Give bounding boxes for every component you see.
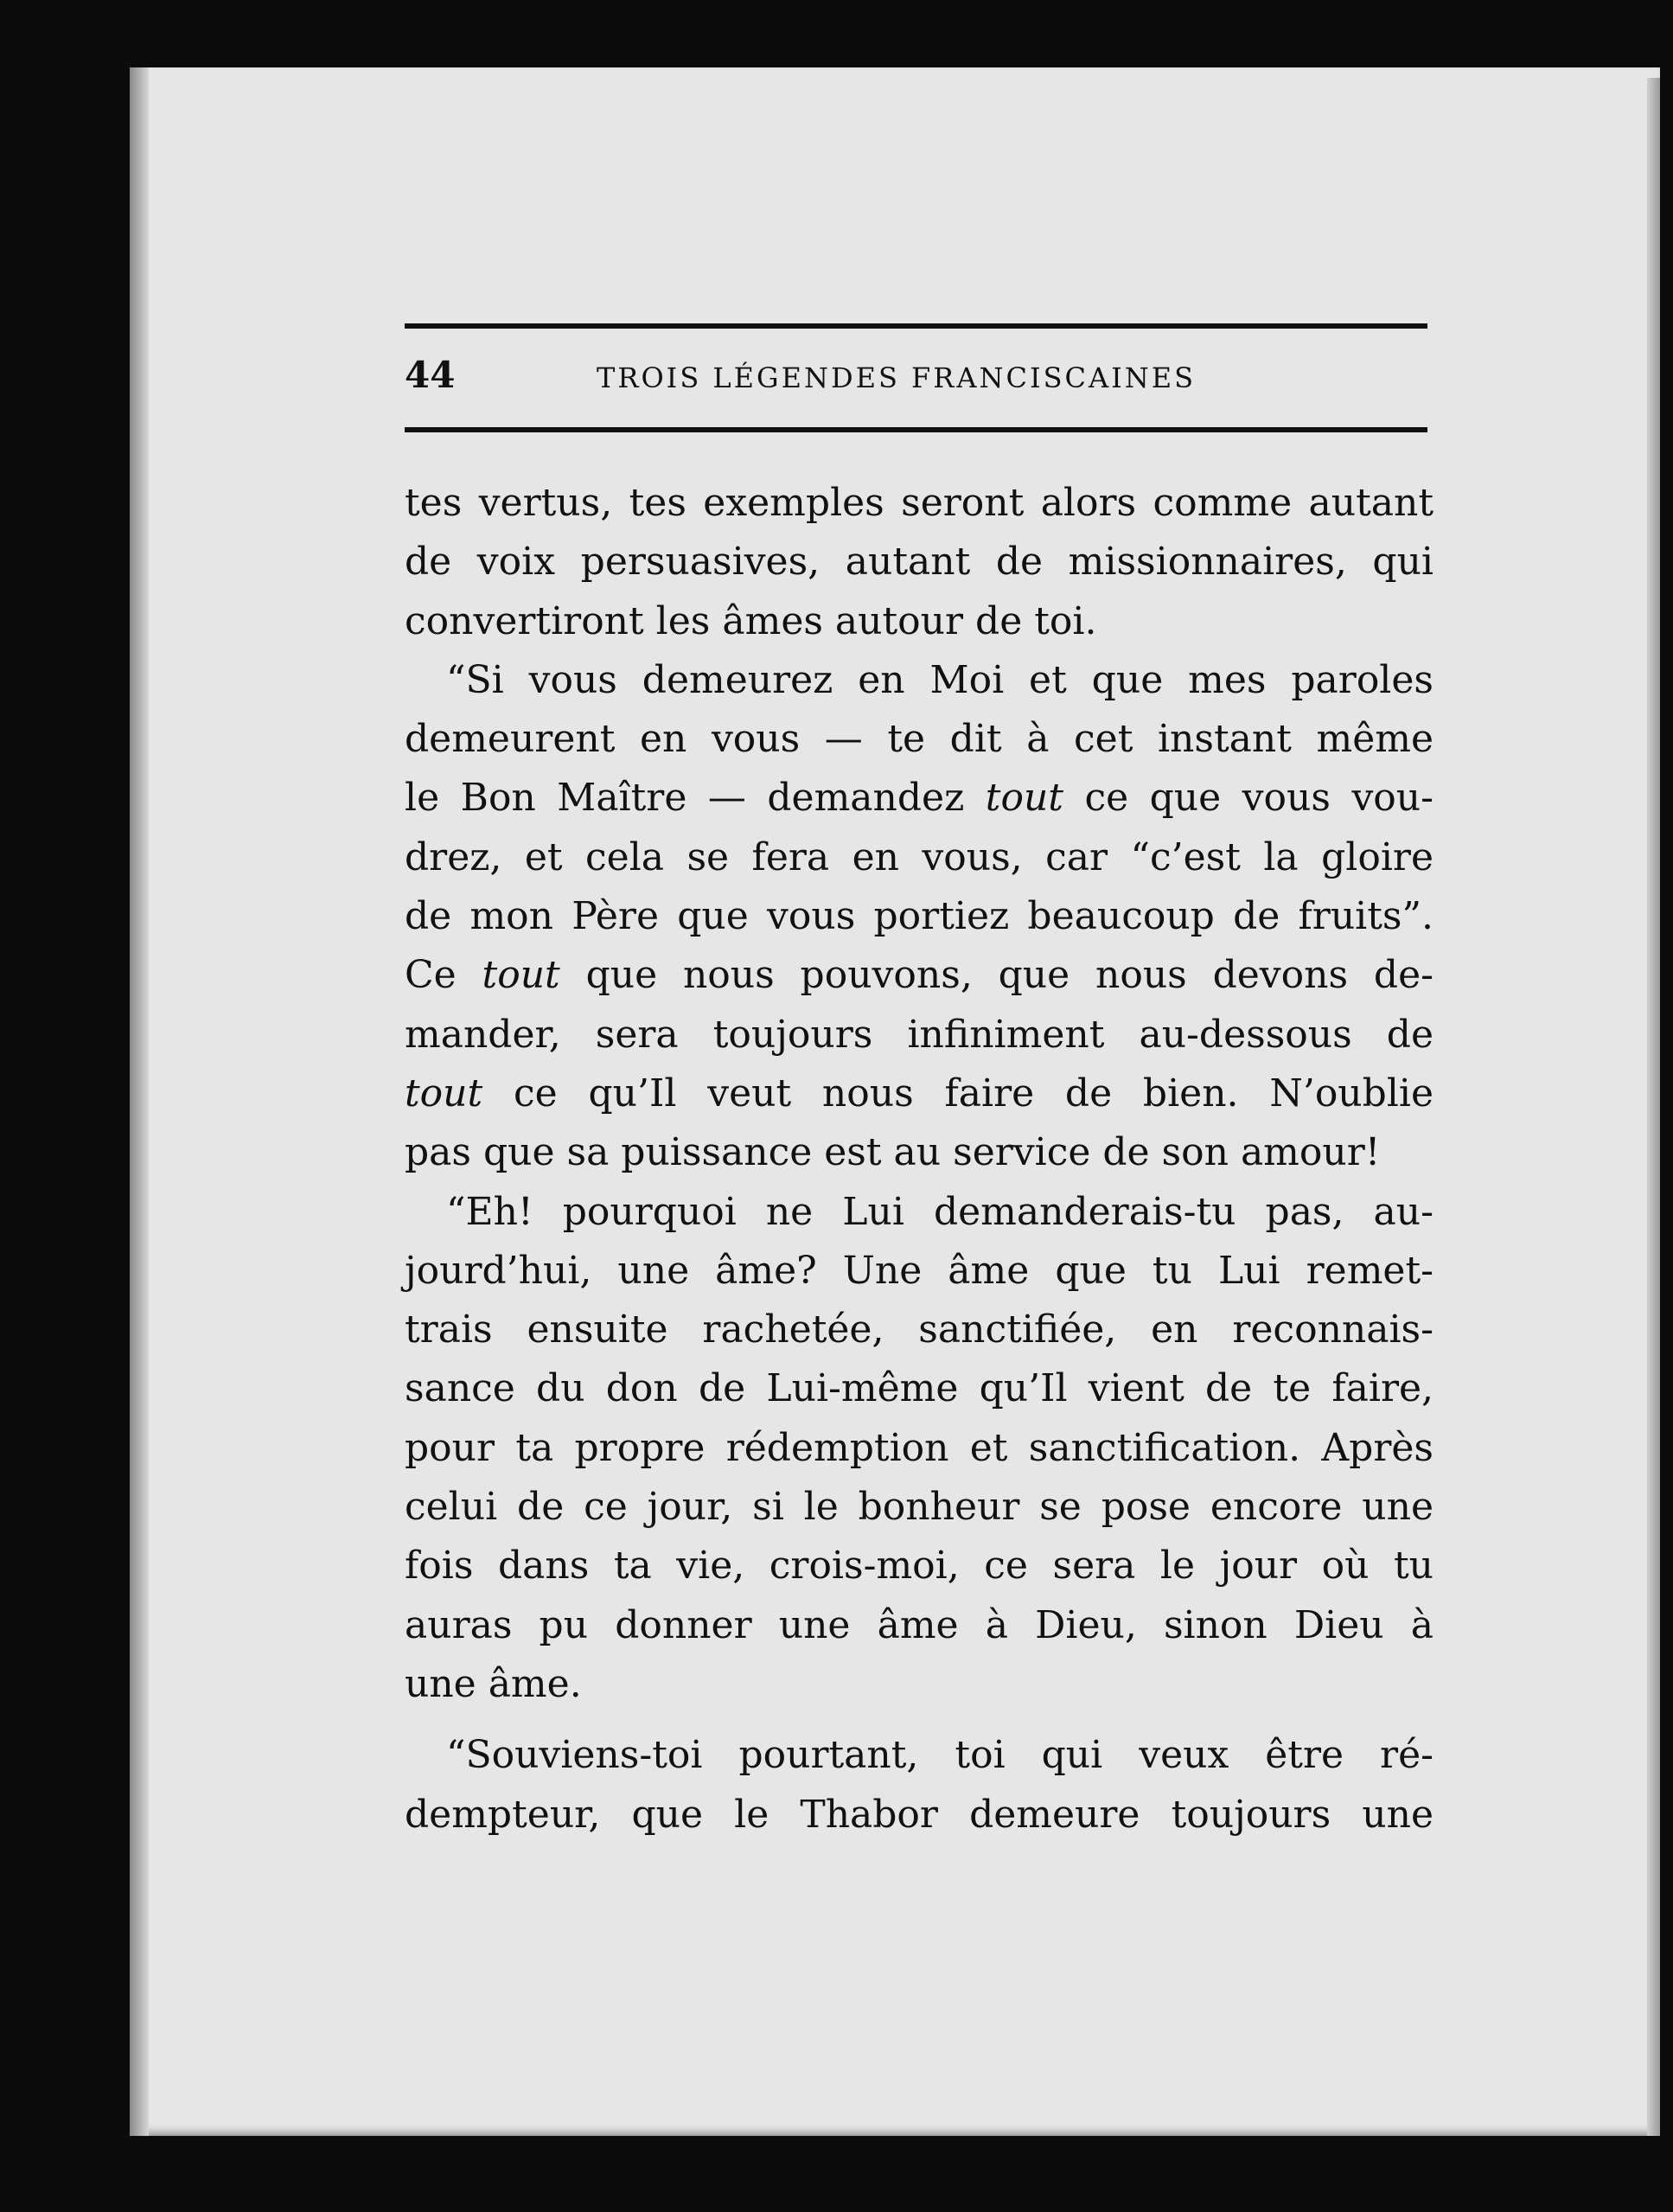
text-line: tout ce qu’Il veut nous faire de bien. N’oublie (405, 1071, 1434, 1116)
text-line: auras pu donner une âme à Dieu, sinon Dieu à (405, 1602, 1434, 1647)
emphasis: tout (985, 776, 1063, 821)
emphasis: tout (405, 1071, 483, 1116)
text-line: convertiront les âmes autour de toi. (405, 598, 1097, 643)
text-line: dempteur, que le Thabor demeure toujours une (405, 1792, 1434, 1837)
text-line: trais ensuite rachetée, sanctifiée, en reconnais- (405, 1307, 1434, 1352)
text-line: mander, sera toujours infiniment au-dessous de (405, 1012, 1434, 1057)
header-rule-top (405, 323, 1427, 329)
text-line: le Bon Maître — demandez tout ce que vous vou- (405, 776, 1434, 821)
text-line: de mon Père que vous portiez beaucoup de fruits”. (405, 894, 1434, 939)
text-line: une âme. (405, 1661, 582, 1706)
body-text (405, 474, 1434, 1844)
text-line: “Si vous demeurez en Moi et que mes paroles (446, 657, 1434, 702)
text-line: Ce tout que nous pouvons, que nous devons de- (405, 953, 1434, 998)
emphasis: tout (482, 953, 560, 998)
text-line: sance du don de Lui-même qu’Il vient de te faire, (405, 1366, 1434, 1411)
text-line: demeurent en vous — te dit à cet instant même (405, 717, 1434, 762)
page-gutter-shadow (130, 67, 149, 2136)
text-line: celui de ce jour, si le bonheur se pose encore une (405, 1485, 1434, 1530)
text-line: de voix persuasives, autant de missionnaires, qui (405, 540, 1434, 585)
text-line: fois dans ta vie, crois-moi, ce sera le jour où tu (405, 1544, 1434, 1589)
text-line: drez, et cela se fera en vous, car “c’est la gloire (405, 834, 1434, 879)
text-line: pour ta propre rédemption et sanctification. Après (405, 1425, 1434, 1470)
page-edge (1647, 78, 1660, 2136)
running-title: TROIS LÉGENDES FRANCISCAINES (597, 361, 1197, 394)
text-line: pas que sa puissance est au service de son amour! (405, 1130, 1381, 1175)
page-number: 44 (405, 354, 456, 396)
text-line: tes vertus, tes exemples seront alors comme autant (405, 481, 1434, 525)
header-rule-bottom (405, 427, 1427, 432)
text-line: “Souviens-toi pourtant, toi qui veux être ré- (446, 1733, 1434, 1778)
text-line: “Eh! pourquoi ne Lui demanderais-tu pas, au- (446, 1189, 1434, 1234)
text-line: jourd’hui, une âme? Une âme que tu Lui remet- (405, 1248, 1434, 1293)
